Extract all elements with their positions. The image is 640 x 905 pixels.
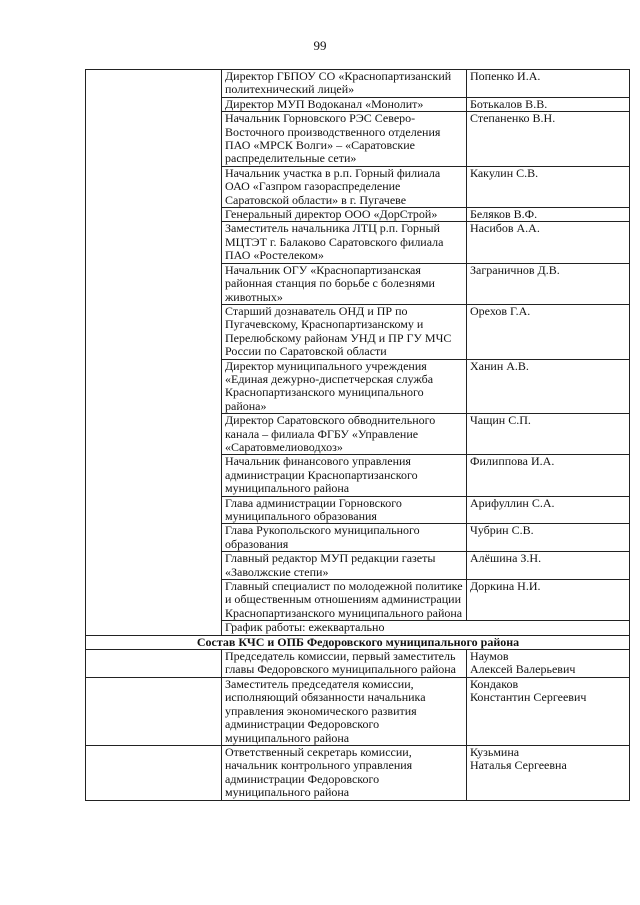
section-heading-row [86,635,630,649]
first-column-cell [86,70,222,636]
position-cell: Старший дознаватель ОНД и ПР по Пугачевскому, Краснопартизанскому и Перелюбскому районам УНД и ПР ГУ МЧС России по Саратовской области [222,304,467,359]
position-cell: Директор Саратовского обводнительного канала – филиала ФГБУ «Управление «Саратовмелиоводхоз» [222,414,467,455]
schedule-text: График работы: ежеквартально [222,621,630,635]
commission-table [85,69,630,801]
name-cell: Ботькалов В.В. [467,97,630,111]
position-cell: Главный специалист по молодежной политике и общественным отношениям администрации Краснопартизанского муниципального района [222,580,467,621]
name-cell [467,677,630,745]
position-cell: Директор ГБПОУ СО «Краснопартизанский политехнический лицей» [222,70,467,98]
name-cell: Ханин А.В. [467,359,630,414]
position-cell: Глава администрации Горновского муниципального образования [222,496,467,524]
section-heading: Состав КЧС и ОПБ Федоровского муниципального района [86,635,630,649]
name-cell: Алёшина З.Н. [467,552,630,580]
position-cell: Директор муниципального учреждения «Единая дежурно-диспетчерская служба Краснопартизанского муниципального района» [222,359,467,414]
name-cell [467,745,630,800]
position-cell: Заместитель начальника ЛТЦ р.п. Горный МЦТЭТ г. Балаково Саратовского филиала ПАО «Ростелеком» [222,222,467,263]
name-cell: Чащин С.П. [467,414,630,455]
table-row [86,70,630,98]
surname: Кузьмина [470,744,520,759]
given-names: Константин Сергеевич [470,690,587,705]
position-cell: Начальник ОГУ «Краснопартизанская районная станция по борьбе с болезнями животных» [222,263,467,304]
name-cell: Арифуллин С.А. [467,496,630,524]
name-cell: Филиппова И.А. [467,455,630,496]
given-names: Алексей Валерьевич [470,662,576,677]
name-cell [467,650,630,678]
position-cell: Директор МУП Водоканал «Монолит» [222,97,467,111]
table-row [86,745,630,800]
name-cell: Попенко И.А. [467,70,630,98]
surname: Кондаков [470,676,519,691]
name-cell: Чубрин С.В. [467,524,630,552]
name-cell: Орехов Г.А. [467,304,630,359]
position-cell: Глава Рукопольского муниципального образования [222,524,467,552]
name-cell: Степаненко В.Н. [467,112,630,167]
surname: Наумов [470,649,509,664]
table-row [86,650,630,678]
first-column-cell [86,677,222,745]
name-cell: Какулин С.В. [467,166,630,207]
given-names: Наталья Сергеевна [470,758,567,773]
position-cell: Председатель комиссии, первый заместитель главы Федоровского муниципального района [222,650,467,678]
position-cell: Ответственный секретарь комиссии, начальник контрольного управления администрации Федоровского муниципального района [222,745,467,800]
position-cell: Генеральный директор ООО «ДорСтрой» [222,208,467,222]
name-cell: Заграничнов Д.В. [467,263,630,304]
name-cell: Беляков В.Ф. [467,208,630,222]
page-number: 99 [313,38,327,53]
position-cell: Начальник Горновского РЭС Северо-Восточного производственного отделения ПАО «МРСК Волги» – «Саратовские распределительные сети» [222,112,467,167]
position-cell: Начальник участка в р.п. Горный филиала ОАО «Газпром газораспределение Саратовской области» в г. Пугачеве [222,166,467,207]
name-cell: Насибов А.А. [467,222,630,263]
position-cell: Заместитель председателя комиссии, исполняющий обязанности начальника управления экономического развития администрации Федоровского муниципального района [222,677,467,745]
table-row [86,677,630,745]
position-cell: Главный редактор МУП редакции газеты «Заволжские степи» [222,552,467,580]
name-cell: Доркина Н.И. [467,580,630,621]
first-column-cell [86,650,222,678]
first-column-cell [86,745,222,800]
position-cell: Начальник финансового управления администрации Краснопартизанского муниципального района [222,455,467,496]
